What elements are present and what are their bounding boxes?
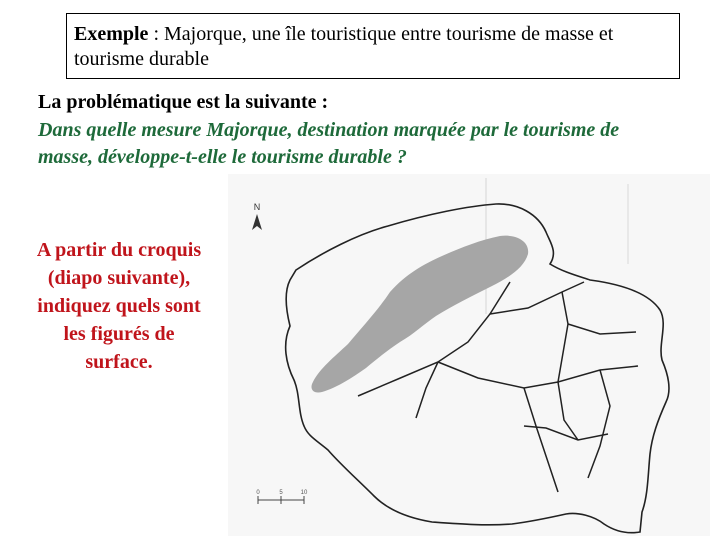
- example-separator: :: [148, 23, 164, 45]
- scale-label: 5: [279, 490, 283, 496]
- scale-label: 0: [256, 490, 260, 496]
- example-box: [66, 13, 680, 79]
- example-label: Exemple: [74, 23, 149, 45]
- instruction-text: A partir du croquis (diapo suivante), indiquez quels sont les figurés de surface.: [36, 239, 202, 373]
- mallorca-map-image: [228, 174, 710, 536]
- example-text: Majorque, une île touristique entre tourisme de masse et tourisme durable: [74, 23, 614, 70]
- scale-label: 10: [300, 490, 308, 496]
- north-label: N: [253, 202, 261, 212]
- problem-heading: La problématique est la suivante :: [38, 91, 329, 113]
- problem-question: Dans quelle mesure Majorque, destination marquée par le tourisme de masse, développe-t-elle le tourisme durable ?: [38, 119, 620, 168]
- map-background: [228, 174, 710, 536]
